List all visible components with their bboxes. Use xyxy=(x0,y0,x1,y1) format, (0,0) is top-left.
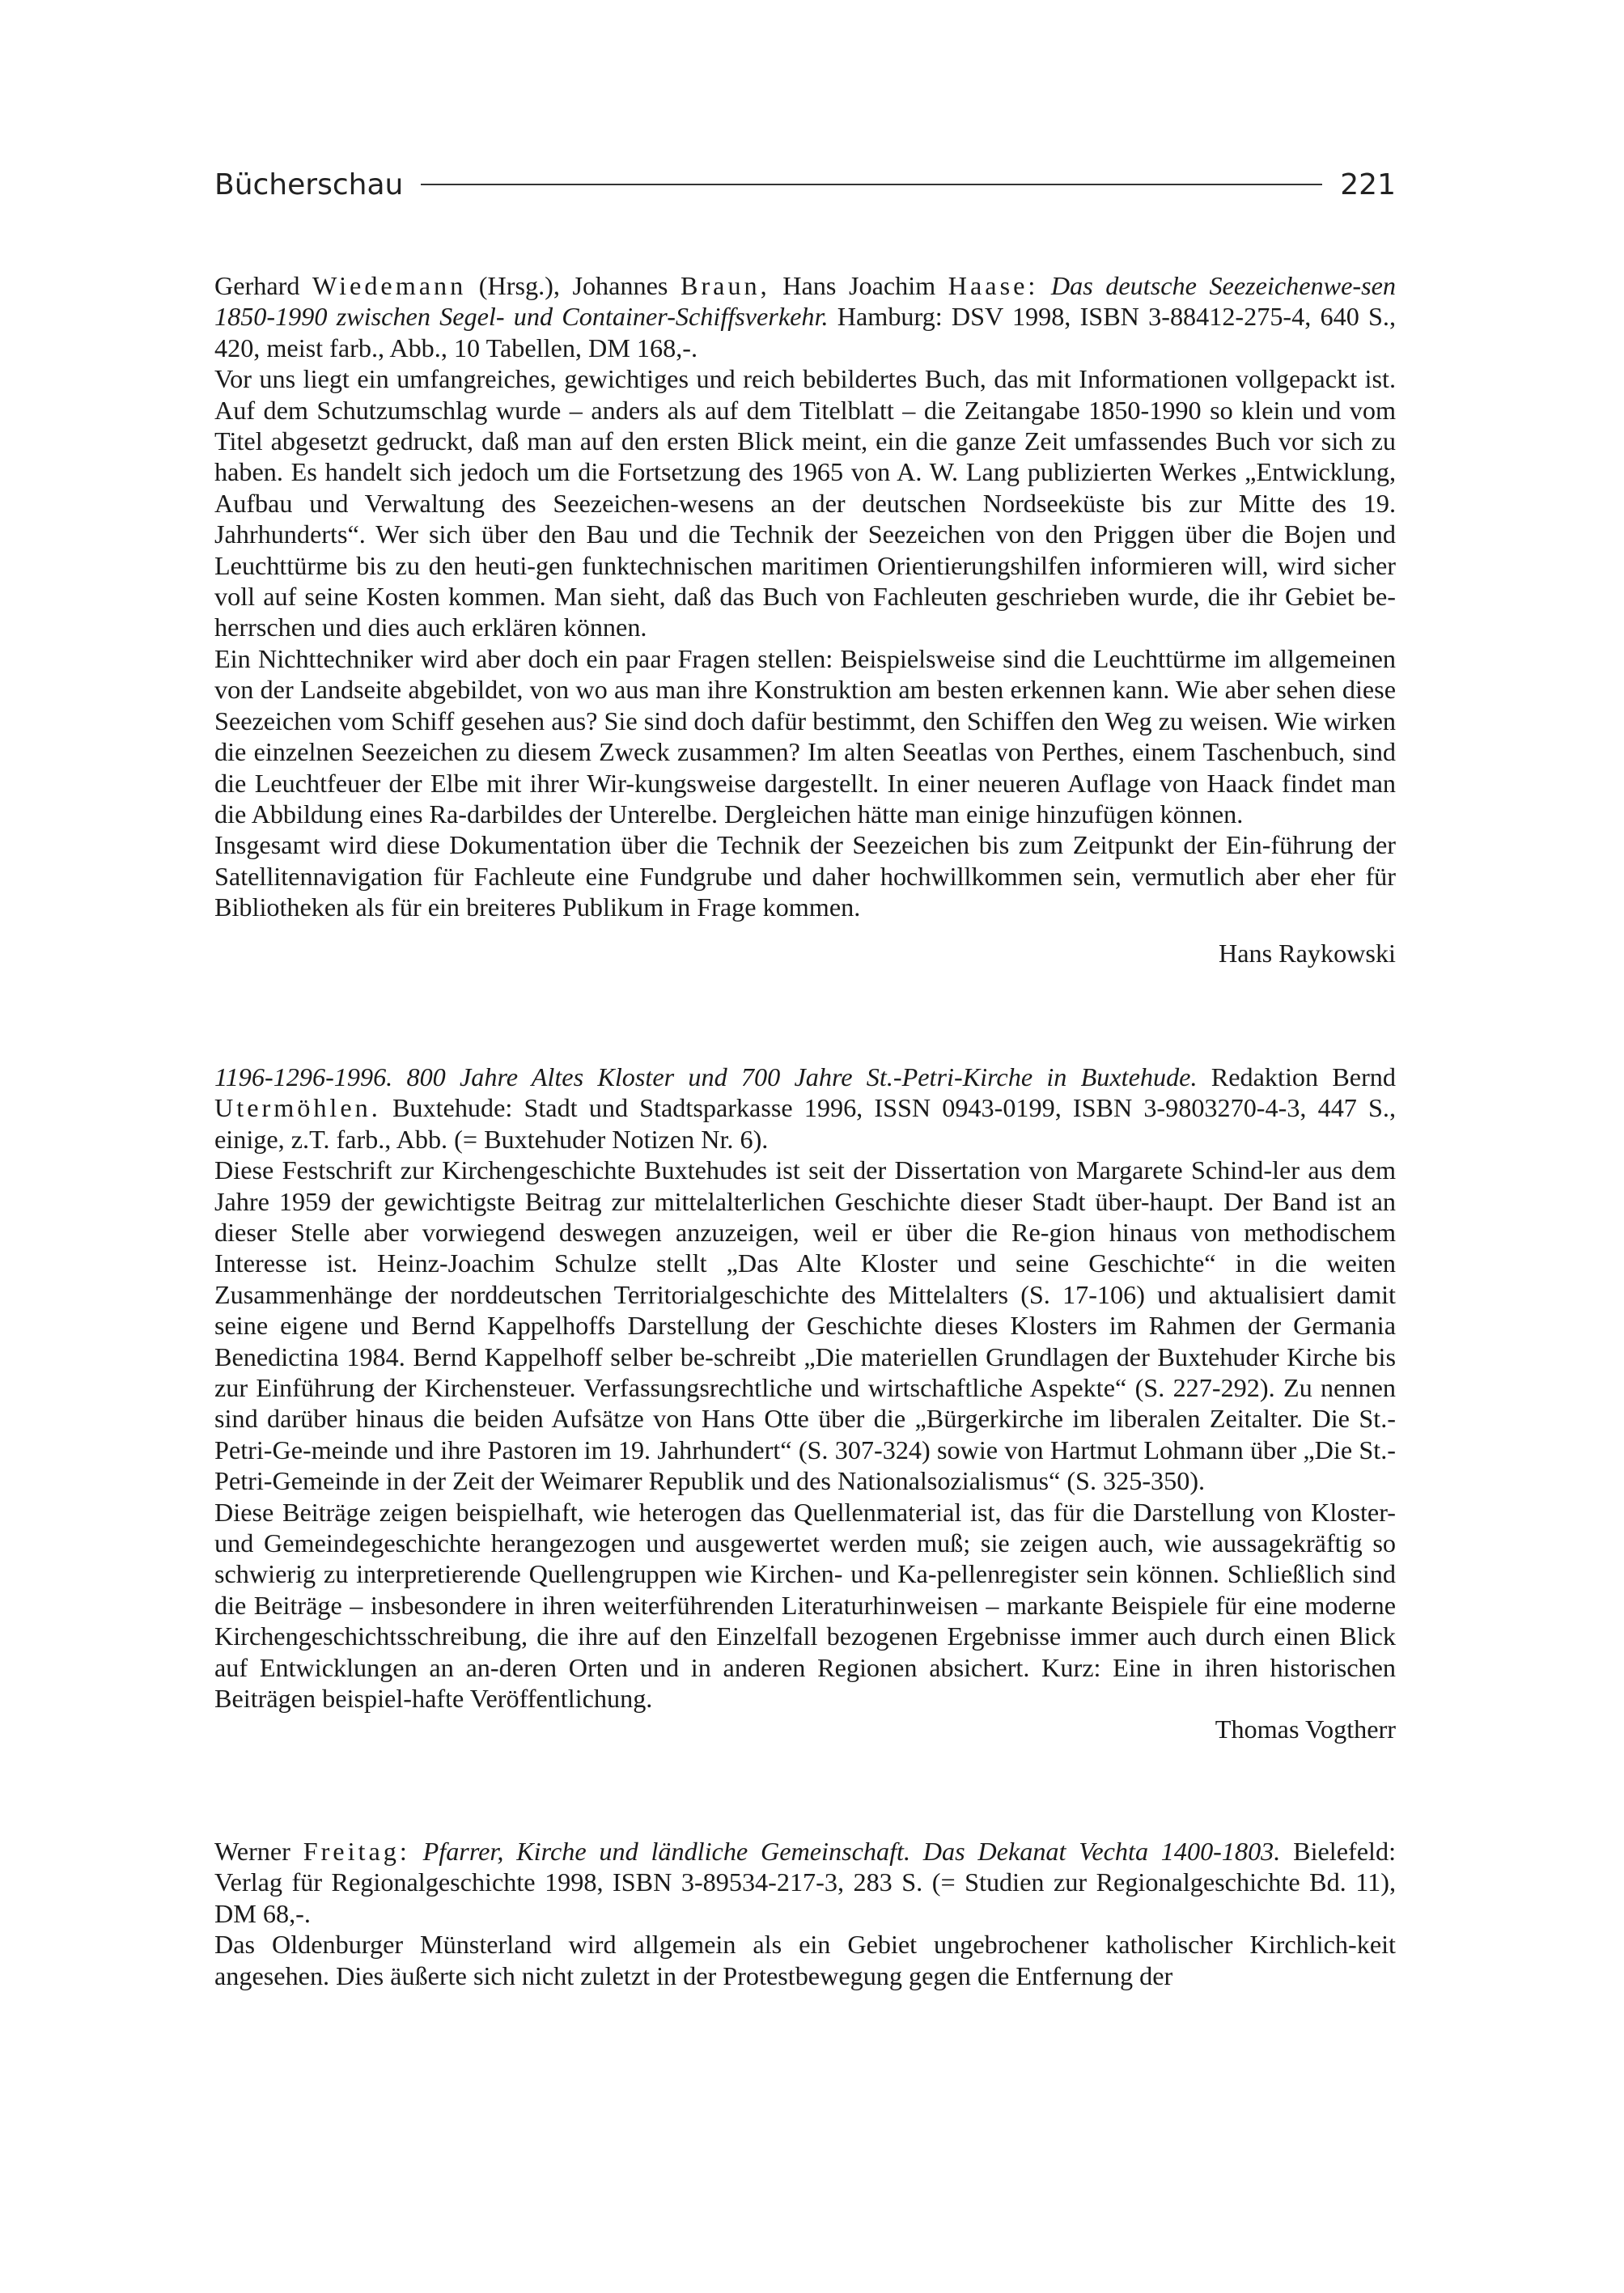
author-first-name: Werner xyxy=(214,1836,290,1866)
review-citation xyxy=(214,1836,1396,1929)
author-first-name: Hans Joachim xyxy=(782,271,936,300)
author-surname: Braun, xyxy=(680,271,770,300)
running-header xyxy=(214,162,1396,207)
review-paragraph: Diese Beiträge zeigen beispielhaft, wie heterogen das Quellenmaterial ist, das für die Darstellung von Kloster- und Gemeindegeschichte herangezogen und ausgewertet werden muß; sie zeigen auch, wie aussagekräftig so schwierig zu interpretierende Quellengruppen wie Kirchen- und Ka-pellenregister sein können. Schließlich sind die Beiträge – insbesondere in ihren weiterführenden Literaturhinweisen – markante Beispiele für eine moderne Kirchengeschichtsschreibung, die ihre auf den Einzelfall bezogenen Ergebnisse immer auch durch einen Blick auf Entwicklungen an an-deren Orten und in anderen Regionen absichert. Kurz: Eine in ihren historischen Beiträgen beispiel-hafte Veröffentlichung. xyxy=(214,1497,1396,1714)
publication-details: Hamburg: DSV 1998, ISBN 3-88412-275-4, 640 S., 420, meist farb., Abb., 10 Tabellen, DM 168,-. xyxy=(214,302,1397,362)
author-surname: Haase: xyxy=(948,271,1039,300)
review-citation xyxy=(214,270,1396,363)
review-paragraph: Vor uns liegt ein umfangreiches, gewichtiges und reich bebildertes Buch, das mit Informationen vollgepackt ist. Auf dem Schutzumschlag wurde – anders als auf dem Titelblatt – die Zeitangabe 1850-1990 so klein und vom Titel abgesetzt gedruckt, daß man auf den ersten Blick meint, ein die ganze Zeit umfassendes Buch vor sich zu haben. Es handelt sich jedoch um die Fortsetzung des 1965 von A. W. Lang publizierten Werkes „Entwicklung, Aufbau und Verwaltung des Seezeichen-wesens an der deutschen Nordseeküste bis zur Mitte des 19. Jahrhunderts“. Wer sich über den Bau und die Technik der Seezeichen von den Priggen über die Bojen und Leuchttürme bis zu den heuti-gen funktechnischen maritimen Orientierungshilfen informieren will, wird sicher voll auf seine Kosten kommen. Man sieht, daß das Buch von Fachleuten geschrieben wurde, die ihr Gebiet be-herrschen und dies auch erklären können. xyxy=(214,364,1396,642)
review-paragraph: Diese Festschrift zur Kirchengeschichte Buxtehudes ist seit der Dissertation von Margarete Schind-ler aus dem Jahre 1959 der gewichtigste Beitrag zur mittelalterlichen Geschichte dieser Stadt über-haupt. Der Band ist an dieser Stelle aber vorwiegend deswegen anzuzeigen, weil er über die Re-gion hinaus von methodischem Interesse ist. Heinz-Joachim Schulze stellt „Das Alte Kloster und seine Geschichte“ in die weiten Zusammenhänge der norddeutschen Territorialgeschichte des Mittelalters (S. 17-106) und aktualisiert damit seine eigene und Bernd Kappelhoffs Darstellung der Geschichte dieses Klosters im Rahmen der Germania Benedictina 1984. Bernd Kappelhoff selber be-schreibt „Die materiellen Grundlagen der Buxtehuder Kirche bis zur Einführung der Kirchensteuer. Verfassungsrechtliche und wirtschaftliche Aspekte“ (S. 227-292). Zu nennen sind darüber hinaus die beiden Aufsätze von Hans Otte über die „Bürgerkirche im liberalen Zeitalter. Die St.-Petri-Ge-meinde und ihre Pastoren im 19. Jahrhundert“ (S. 307-324) sowie von Hartmut Lohmann über „Die St.-Petri-Gemeinde in der Zeit der Weimarer Republik und des Nationalsozialismus“ (S. 325-350). xyxy=(214,1155,1396,1496)
publication-details: Buxtehude: Stadt und Stadtsparkasse 1996, ISSN 0943-0199, ISBN 3-9803270-4-3, 447 S., einige, z.T. farb., Abb. (= Buxtehuder Notizen Nr. 6). xyxy=(214,1093,1397,1154)
editor-surname: Wiedemann xyxy=(312,271,467,300)
editor-first-name: Gerhard xyxy=(214,271,300,300)
editor-role: (Hrsg.), xyxy=(478,271,560,300)
section-title: Bücherschau xyxy=(214,167,404,201)
review-buxtehude xyxy=(214,1062,1396,1745)
review-paragraph: Insgesamt wird diese Dokumentation über die Technik der Seezeichen bis zum Zeitpunkt der Ein-führung der Satellitennavigation für Fachleute eine Fundgrube und daher hochwillkommen sein, vermutlich aber eher für Bibliotheken als für ein breiteres Publikum in Frage kommen. xyxy=(214,830,1396,922)
reviewer-signature: Thomas Vogtherr xyxy=(1215,1714,1396,1744)
book-title: Pfarrer, Kirche und ländliche Gemeinschaft. Das Dekanat Vechta 1400-1803. xyxy=(422,1836,1281,1866)
review-seezeichenwesen xyxy=(214,270,1396,968)
review-citation xyxy=(214,1062,1396,1155)
editor-prefix: Redaktion Bernd xyxy=(1211,1062,1396,1091)
review-paragraph: Das Oldenburger Münsterland wird allgemein als ein Gebiet ungebrochener katholischer Kirchlich-keit angesehen. Dies äußerte sich nicht zuletzt in der Protestbewegung gegen die Entfernung der xyxy=(214,1930,1396,1990)
book-title: 1196-1296-1996. 800 Jahre Altes Kloster und 700 Jahre St.-Petri-Kirche in Buxtehude. xyxy=(214,1062,1198,1091)
review-dekanat-vechta xyxy=(214,1836,1396,1991)
book-review-page xyxy=(214,162,1396,1991)
reviewer-signature: Hans Raykowski xyxy=(1218,938,1396,968)
editor-surname: Utermöhlen. xyxy=(214,1093,381,1123)
header-rule xyxy=(421,184,1322,185)
review-paragraph: Ein Nichttechniker wird aber doch ein paar Fragen stellen: Beispielsweise sind die Leuchttürme im allgemeinen von der Landseite abgebildet, von wo aus man ihre Konstruktion am besten erkennen kann. Wie aber sehen diese Seezeichen vom Schiff gesehen aus? Sie sind doch dafür bestimmt, den Schiffen den Weg zu weisen. Wie wirken die einzelnen Seezeichen zu diesem Zweck zusammen? Im alten Seeatlas von Perthes, einem Taschenbuch, sind die Leuchtfeuer der Elbe mit ihrer Wir-kungsweise dargestellt. In einer neueren Auflage von Haack findet man die Abbildung eines Ra-darbildes der Unterelbe. Dergleichen hätte man einige hinzufügen können. xyxy=(214,643,1396,829)
page-number: 221 xyxy=(1340,167,1396,201)
author-surname: Freitag: xyxy=(303,1836,410,1866)
book-title: Das deutsche Seezeichenwe-sen 1850-1990 zwischen Segel- und Container-Schiffsverkehr. xyxy=(214,271,1397,332)
author-first-name: Johannes xyxy=(572,271,668,300)
publication-details: Bielefeld: Verlag für Regionalgeschichte 1998, ISBN 3-89534-217-3, 283 S. (= Studien zur Regionalgeschichte Bd. 11), DM 68,-. xyxy=(214,1836,1397,1928)
